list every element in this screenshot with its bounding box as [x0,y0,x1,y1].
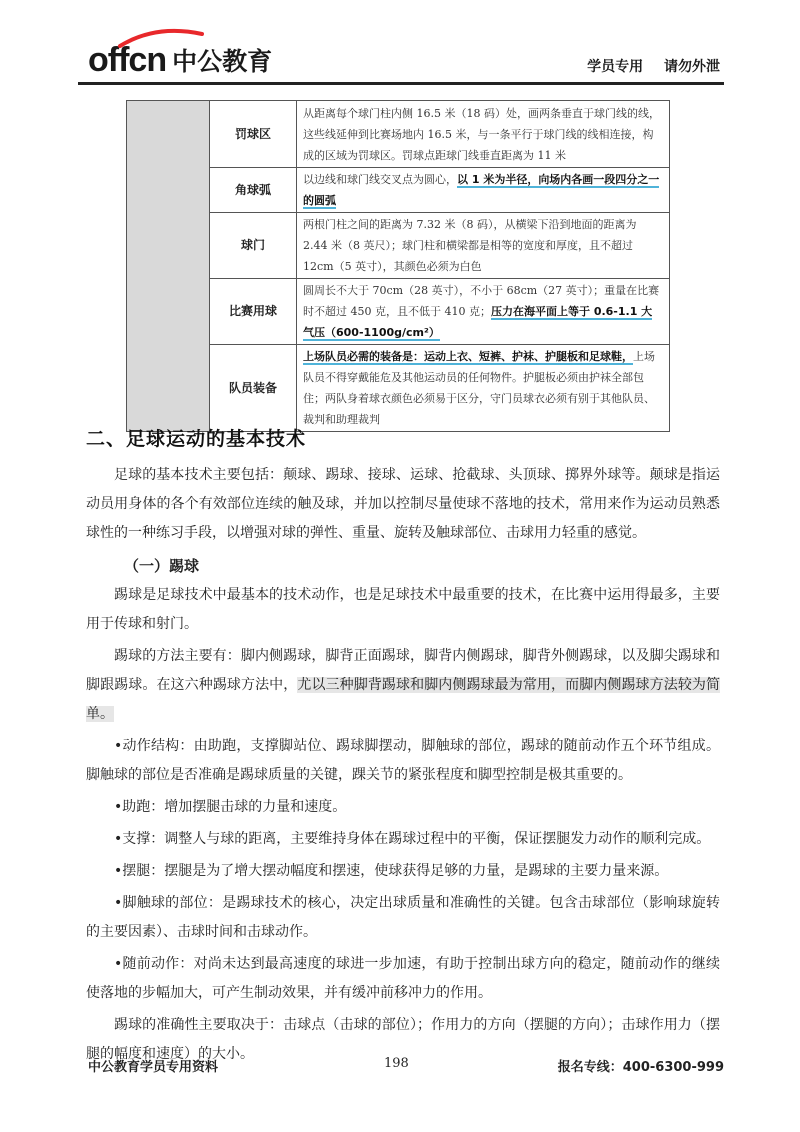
bullet-paragraph: •助跑：增加摆腿击球的力量和速度。 [114,799,347,815]
description-cell: 从距离每个球门柱内侧 16.5 米（18 码）处，画两条垂直于球门线的线，这些线延伸到比赛场地内 16.5 米，与一条平行于球门线的线相连接，构成的区域为罚球区。罚球点距球门线垂直距离为 11 米 [297,101,670,168]
paragraph: 踢球的准确性主要取决于：击球点（击球的部位）；作用力的方向（摆腿的方向）；击球作用力（摆腿的幅度和速度）的大小。 [86,1017,720,1062]
shaded-text: 尤以三种脚背踢球和脚内侧踢球最为常用，而脚内侧踢球方法较为简单。 [86,677,721,722]
paragraph: 踢球的方法主要有：脚内侧踢球，脚背正面踢球，脚背内侧踢球，脚背外侧踢球，以及脚尖踢球和脚跟踢球。在这六种踢球方法中，尤以三种脚背踢球和脚内侧踢球最为常用，而脚内侧踢球方法较为简单。 [86,648,721,722]
description-cell: 以边线和球门线交叉点为圆心，以 1 米为半径，向场内各画一段四分之一的圆弧 [297,168,670,213]
footer-source: 中公教育学员专用资料 [88,1060,219,1075]
description-cell: 两根门柱之间的距离为 7.32 米（8 码），从横梁下沿到地面的距离为 2.44 米（8 英尺）；球门柱和横梁都是相等的宽度和厚度，且不超过 12cm（5 英寸），其颜色必须为白色 [297,213,670,279]
footer-hotline: 报名专线：400-6300-999 [557,1060,724,1075]
section-title: 二、足球运动的基本技术 [86,428,307,450]
bullet-paragraph: •动作结构：由助跑，支撑脚站位、踢球脚摆动，脚触球的部位，踢球的随前动作五个环节组成。脚触球的部位是否准确是踢球质量的关键，踝关节的紧张程度和脚型控制是极其重要的。 [86,738,720,783]
highlighted-text: 压力在海平面上等于 0.6-1.1 大气压（600-1100g/cm²） [303,305,653,339]
term-cell: 罚球区 [210,101,297,168]
paragraph: 踢球是足球技术中最基本的技术动作，也是足球技术中最重要的技术，在比赛中运用得最多，主要用于传球和射门。 [86,587,720,632]
subsection-title: （一）踢球 [124,557,200,575]
bullet-paragraph: •支撑：调整人与球的距离，主要维持身体在踢球过程中的平衡，保证摆腿发力动作的顺利完成。 [114,831,711,847]
term-cell: 队员装备 [210,345,297,432]
header-tags [587,56,720,76]
page-number: 198 [384,1056,409,1071]
logo-latin-text: offcn [88,41,167,79]
table-row [127,101,670,168]
header-tag-students-only: 学员专用 [587,59,644,75]
logo-chinese-text: 中公教育 [172,47,273,76]
main-content [86,424,720,1072]
description-cell: 圆周长不大于 70cm（28 英寸），不小于 68cm（27 英寸）；重量在比赛时不超过 450 克，且不低于 410 克；压力在海平面上等于 0.6-1.1 大气压（600-1100g/cm²） [297,279,670,345]
page-header [0,0,800,86]
bullet-paragraph: •脚触球的部位：是踢球技术的核心，决定出球质量和准确性的关键。包含击球部位（影响球旋转的主要因素）、击球时间和击球动作。 [86,895,720,940]
intro-paragraph: 足球的基本技术主要包括：颠球、踢球、接球、运球、抢截球、头顶球、掷界外球等。颠球是指运动员用身体的各个有效部位连续的触及球，并加以控制尽量使球不落地的技术，常用来作为运动员熟悉球性的一种练习手段，以增强对球的弹性、重量、旋转及触球部位、击球用力轻重的感觉。 [86,467,720,541]
highlighted-text: 以 1 米为半径，向场内各画一段四分之一的圆弧 [303,173,660,207]
description-cell: 上场队员必需的装备是：运动上衣、短裤、护袜、护腿板和足球鞋，上场队员不得穿戴能危及其他运动员的任何物件。护腿板必须由护袜全部包住；两队身着球衣颜色必须易于区分，守门员球衣必须有别于其他队员、裁判和助理裁判 [297,345,670,432]
term-cell: 球门 [210,213,297,279]
logo-swoosh-icon [116,28,206,48]
offcn-logo [88,42,272,78]
bullet-paragraph: •摆腿：摆腿是为了增大摆动幅度和摆速，使球获得足够的力量，是踢球的主要力量来源。 [114,863,669,879]
header-tag-confidential: 请勿外泄 [664,59,720,75]
term-cell: 角球弧 [210,168,297,213]
field-rules-table [126,100,670,432]
header-divider [78,82,724,85]
term-cell: 比赛用球 [210,279,297,345]
category-cell [127,101,210,432]
highlighted-text: 上场队员必需的装备是：运动上衣、短裤、护袜、护腿板和足球鞋， [303,350,633,363]
bullet-paragraph: •随前动作：对尚未达到最高速度的球进一步加速，有助于控制出球方向的稳定，随前动作的继续使落地的步幅加大，可产生制动效果，并有缓冲前移冲力的作用。 [86,956,720,1001]
